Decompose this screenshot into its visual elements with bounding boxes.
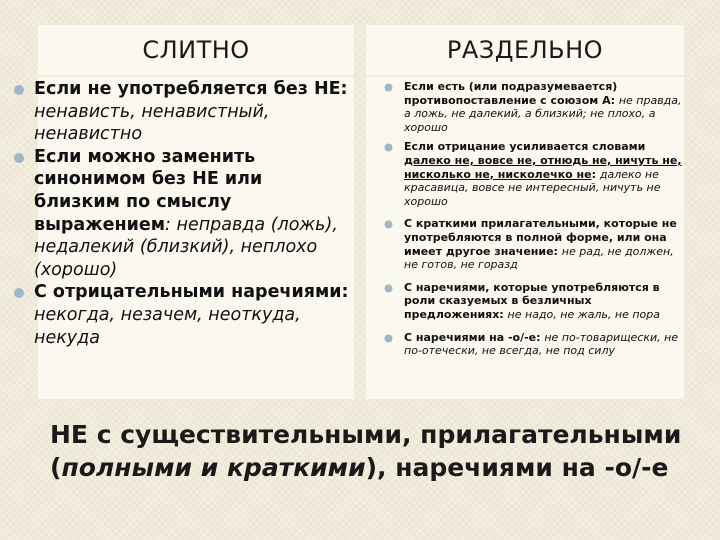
left-heading: СЛИТНО [38,25,354,75]
rule-text: С наречиями, которые употребляются в роли сказуемых в безличных предложениях: [404,280,660,321]
right-bullet-item [404,140,684,208]
right-bullet-item [404,331,684,358]
circle-bullet-icon [384,143,393,152]
circle-bullet-icon [384,220,393,229]
right-bullet-item [404,80,684,134]
example-text: не правда, а ложь, не далекий, а близкий; не плохо, а хорошо [404,93,682,134]
rule-text: Если не употребляется без НЕ: [34,79,348,99]
summary-text: ), наречиями на -о/-е [365,453,669,482]
circle-bullet-icon [13,84,25,96]
example-text: ненависть, ненавистный, ненавистно [34,101,270,145]
example-text: не рад, не должен, не готов, не горазд [404,244,674,272]
rule-text: Если есть (или подразумевается) противопоставление с союзом А: [404,80,619,107]
example-text: далеко не красавица, вовсе не интересный, ничуть не хорошо [404,167,661,208]
right-bullet-list [404,80,684,367]
left-bullet-item [34,146,350,282]
example-text: : неправда (ложь), недалекий (близкий), неплохо (хорошо) [34,214,338,280]
circle-bullet-icon [13,152,25,164]
example-text: некогда, незачем, неоткуда, некуда [34,304,301,348]
right-bullet-item [404,281,684,322]
rule-text: С краткими прилагательными, которые не употребляются в полной форме, или она имеет другое значение: [404,217,677,258]
summary-heading [50,418,710,484]
rule-text: : [591,167,600,181]
circle-bullet-icon [384,83,393,92]
left-bullet-list [34,78,350,349]
summary-text: НЕ с существительными, прилагательными ( [50,420,682,482]
circle-bullet-icon [384,284,393,293]
rule-text: С наречиями на -о/-е: [404,330,545,344]
rule-text: Если отрицание усиливается словами [404,140,646,154]
summary-italic: полными и краткими [61,453,366,482]
example-text: не надо, не жаль, не пора [507,307,660,321]
rule-text: Если можно заменить синонимом без НЕ или близким по смыслу выражением [34,146,263,235]
right-heading: РАЗДЕЛЬНО [366,25,684,75]
left-bullet-item [34,78,350,146]
example-text: не по-товарищески, не по-отечески, не всегда, не под силу [404,330,679,358]
intensifier-words: далеко не, вовсе не, отнюдь не, ничуть не, нисколько не, нисколечко не [404,153,682,181]
circle-bullet-icon [384,334,393,343]
right-bullet-item [404,217,684,271]
left-bullet-item [34,281,350,349]
circle-bullet-icon [13,287,25,299]
rule-text: С отрицательными наречиями: [34,282,349,303]
